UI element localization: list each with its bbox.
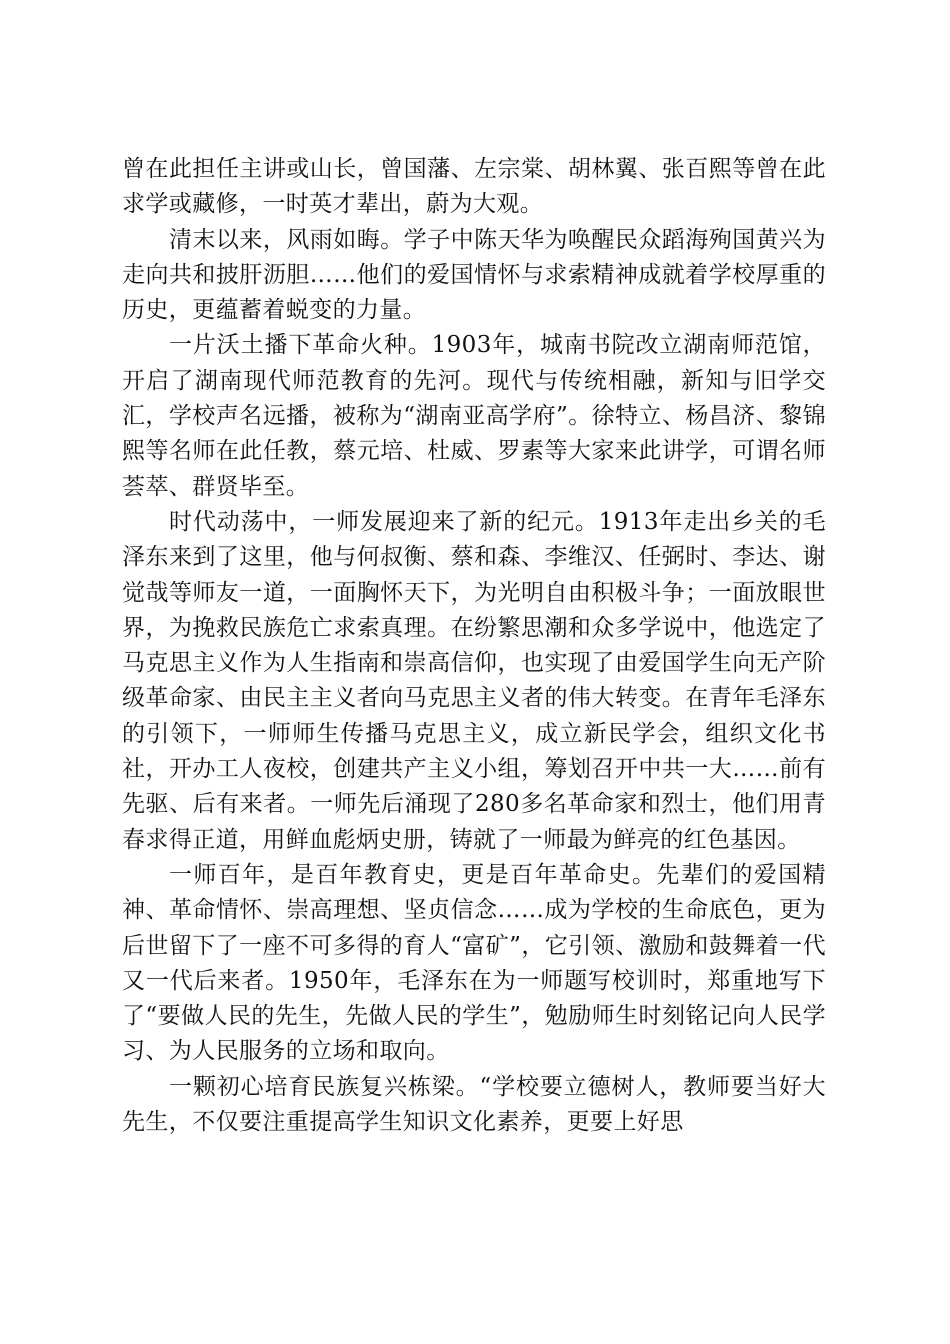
paragraph-4: 时代动荡中，一师发展迎来了新的纪元。1913年走出乡关的毛泽东来到了这里，他与何叔衡、蔡和森、李维汉、任弼时、李达、谢觉哉等师友一道，一面胸怀天下，为光明自由积极斗争；一面放眼世界，为挽救民族危亡求索真理。在纷繁思潮和众多学说中，他选定了马克思主义作为人生指南和崇高信仰，也实现了由爱国学生向无产阶级革命家、由民主主义者向马克思主义者的伟大转变。在青年毛泽东的引领下，一师师生传播马克思主义，成立新民学会，组织文化书社，开办工人夜校，创建共产主义小组，筹划召开中共一大……前有先驱、后有来者。一师先后涌现了280多名革命家和烈士，他们用青春求得正道，用鲜血彪炳史册，铸就了一师最为鲜亮的红色基因。 (122, 508, 826, 853)
document-page (122, 152, 826, 1140)
paragraph-6: 一颗初心培育民族复兴栋梁。“学校要立德树人，教师要当好大先生，不仅要注重提高学生知识文化素养，更要上好思 (122, 1073, 826, 1136)
paragraph-5: 一师百年，是百年教育史，更是百年革命史。先辈们的爱国精神、革命情怀、崇高理想、坚贞信念……成为学校的生命底色，更为后世留下了一座不可多得的育人“富矿”，它引领、激励和鼓舞着一代又一代后来者。1950年，毛泽东在为一师题写校训时，郑重地写下了“要做人民的先生，先做人民的学生”，勉励师生时刻铭记向人民学习、为人民服务的立场和取向。 (122, 861, 826, 1065)
paragraph-1: 曾在此担任主讲或山长，曾国藩、左宗棠、胡林翼、张百熙等曾在此求学或藏修，一时英才辈出，蔚为大观。 (122, 156, 826, 218)
paragraph-3: 一片沃土播下革命火种。1903年，城南书院改立湖南师范馆，开启了湖南现代师范教育的先河。现代与传统相融，新知与旧学交汇，学校声名远播，被称为“湖南亚高学府”。徐特立、杨昌济、黎锦熙等名师在此任教，蔡元培、杜威、罗素等大家来此讲学，可谓名师荟萃、群贤毕至。 (122, 332, 826, 500)
paragraph-2: 清末以来，风雨如晦。学子中陈天华为唤醒民众蹈海殉国黄兴为走向共和披肝沥胆……他们的爱国情怀与求索精神成就着学校厚重的历史，更蕴蓄着蜕变的力量。 (122, 226, 826, 324)
